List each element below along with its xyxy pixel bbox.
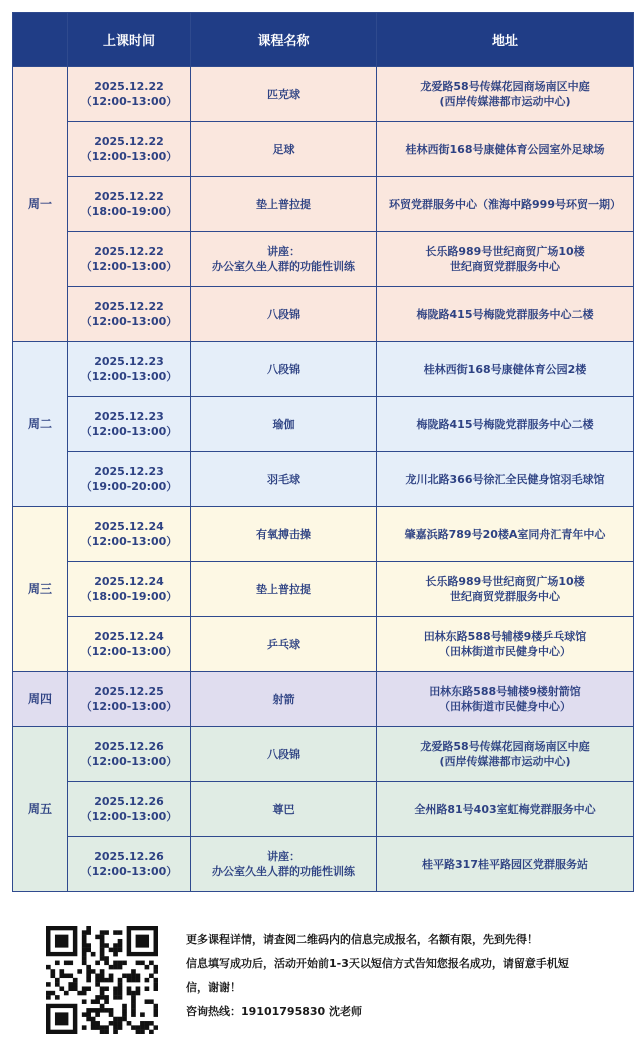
date-text: 2025.12.23 (94, 410, 164, 423)
header-time: 上课时间 (68, 13, 191, 67)
table-row (13, 122, 634, 177)
table-row (13, 562, 634, 617)
address-cell (377, 452, 634, 507)
address-cell (377, 837, 634, 892)
time-cell (68, 397, 191, 452)
course-cell (191, 232, 377, 287)
footer-hotline: 咨询热线：19101795830 沈老师 (186, 1005, 363, 1018)
course-text: 办公室久坐人群的功能性训练 (212, 260, 355, 273)
address-cell (377, 507, 634, 562)
address-cell (377, 672, 634, 727)
time-cell (68, 782, 191, 837)
header-row (13, 13, 634, 67)
time-cell (68, 507, 191, 562)
footer-line-1: 更多课程详情，请查阅二维码内的信息完成报名，名额有限，先到先得！ (186, 933, 538, 946)
table-row (13, 782, 634, 837)
address-text: 龙川北路366号徐汇全民健身馆羽毛球馆 (405, 472, 605, 486)
table-row (13, 727, 634, 782)
time-cell (68, 177, 191, 232)
header-course: 课程名称 (191, 13, 377, 67)
qr-code-icon[interactable] (46, 926, 158, 1034)
address-cell (377, 67, 634, 122)
day-cell: 周四 (13, 672, 68, 727)
course-text: 射箭 (272, 692, 295, 706)
time-cell (68, 342, 191, 397)
address-text: 世纪商贸党群服务中心 (450, 260, 560, 273)
course-text: 垫上普拉提 (256, 582, 311, 596)
table-row (13, 67, 634, 122)
course-text: 垫上普拉提 (256, 197, 311, 211)
address-text: 环贸党群服务中心（淮海中路999号环贸一期） (389, 197, 621, 211)
time-range-text: （12:00-13:00） (80, 315, 178, 328)
course-text: 讲座： (267, 245, 300, 258)
time-range-text: （12:00-13:00） (80, 425, 178, 438)
course-cell (191, 562, 377, 617)
address-text: (西岸传媒港都市运动中心) (439, 755, 571, 768)
time-range-text: （12:00-13:00） (80, 370, 178, 383)
date-text: 2025.12.22 (94, 135, 164, 148)
time-cell (68, 837, 191, 892)
course-cell (191, 452, 377, 507)
table-row (13, 397, 634, 452)
address-cell (377, 782, 634, 837)
date-text: 2025.12.25 (94, 685, 164, 698)
address-cell (377, 617, 634, 672)
address-text: 肇嘉浜路789号20楼A室同舟汇青年中心 (404, 527, 606, 541)
header-address: 地址 (377, 13, 634, 67)
date-text: 2025.12.24 (94, 575, 164, 588)
table-row (13, 342, 634, 397)
address-cell (377, 232, 634, 287)
time-cell (68, 617, 191, 672)
address-text: 桂林西街168号康健体育公园室外足球场 (405, 142, 605, 156)
course-text: 讲座： (267, 850, 300, 863)
course-cell (191, 507, 377, 562)
time-range-text: （12:00-13:00） (80, 645, 178, 658)
course-cell (191, 287, 377, 342)
time-cell (68, 287, 191, 342)
table-row (13, 672, 634, 727)
date-text: 2025.12.22 (94, 300, 164, 313)
address-text: 桂平路317桂平路园区党群服务站 (422, 857, 588, 871)
time-cell (68, 67, 191, 122)
address-text: （田林街道市民健身中心） (439, 645, 571, 658)
table-row (13, 507, 634, 562)
course-text: 尊巴 (272, 802, 295, 816)
time-range-text: （12:00-13:00） (80, 535, 178, 548)
course-cell (191, 342, 377, 397)
course-text: 瑜伽 (272, 417, 295, 431)
day-cell: 周三 (13, 507, 68, 672)
address-cell (377, 177, 634, 232)
date-text: 2025.12.23 (94, 355, 164, 368)
day-cell: 周二 (13, 342, 68, 507)
date-text: 2025.12.24 (94, 520, 164, 533)
address-text: 龙爱路58号传媒花园商场南区中庭 (420, 80, 590, 93)
address-text: 世纪商贸党群服务中心 (450, 590, 560, 603)
time-range-text: （18:00-19:00） (80, 590, 178, 603)
course-text: 八段锦 (267, 362, 300, 376)
address-cell (377, 122, 634, 177)
course-text: 乒乓球 (267, 637, 300, 651)
date-text: 2025.12.26 (94, 850, 164, 863)
footer-info (186, 928, 632, 1024)
table-row (13, 837, 634, 892)
time-range-text: （12:00-13:00） (80, 810, 178, 823)
time-range-text: （12:00-13:00） (80, 700, 178, 713)
time-range-text: （12:00-13:00） (80, 755, 178, 768)
time-range-text: （12:00-13:00） (80, 260, 178, 273)
course-cell (191, 397, 377, 452)
course-cell (191, 122, 377, 177)
time-range-text: （12:00-13:00） (80, 150, 178, 163)
address-text: 田林东路588号辅楼9楼乒乓球馆 (423, 630, 587, 643)
time-range-text: （19:00-20:00） (80, 480, 178, 493)
header-day (13, 13, 68, 67)
address-text: 梅陇路415号梅陇党群服务中心二楼 (416, 417, 594, 431)
time-cell (68, 122, 191, 177)
course-cell (191, 837, 377, 892)
address-cell (377, 342, 634, 397)
course-cell (191, 177, 377, 232)
date-text: 2025.12.26 (94, 740, 164, 753)
time-cell (68, 672, 191, 727)
day-cell: 周一 (13, 67, 68, 342)
time-range-text: （18:00-19:00） (80, 205, 178, 218)
course-text: 羽毛球 (267, 472, 300, 486)
table-row (13, 617, 634, 672)
address-cell (377, 287, 634, 342)
address-text: 龙爱路58号传媒花园商场南区中庭 (420, 740, 590, 753)
time-cell (68, 727, 191, 782)
course-text: 有氧搏击操 (256, 527, 311, 541)
course-text: 八段锦 (267, 307, 300, 321)
course-cell (191, 67, 377, 122)
address-text: 田林东路588号辅楼9楼射箭馆 (429, 685, 581, 698)
schedule-table (12, 12, 634, 892)
time-cell (68, 452, 191, 507)
footer-line-3: 信，谢谢！ (186, 981, 241, 994)
address-text: (西岸传媒港都市运动中心) (439, 95, 571, 108)
address-text: 长乐路989号世纪商贸广场10楼 (425, 575, 585, 588)
date-text: 2025.12.22 (94, 80, 164, 93)
address-text: 桂林西街168号康健体育公园2楼 (423, 362, 587, 376)
course-cell (191, 727, 377, 782)
course-cell (191, 782, 377, 837)
table-row (13, 452, 634, 507)
time-cell (68, 562, 191, 617)
time-cell (68, 232, 191, 287)
course-text: 八段锦 (267, 747, 300, 761)
address-cell (377, 562, 634, 617)
day-cell: 周五 (13, 727, 68, 892)
address-cell (377, 727, 634, 782)
date-text: 2025.12.22 (94, 190, 164, 203)
footer (0, 900, 640, 1038)
schedule-body (13, 67, 634, 892)
date-text: 2025.12.26 (94, 795, 164, 808)
time-range-text: （12:00-13:00） (80, 95, 178, 108)
address-cell (377, 397, 634, 452)
date-text: 2025.12.23 (94, 465, 164, 478)
address-text: 全州路81号403室虹梅党群服务中心 (414, 802, 596, 816)
course-cell (191, 672, 377, 727)
footer-line-2: 信息填写成功后，活动开始前1-3天以短信方式告知您报名成功，请留意手机短 (186, 957, 569, 970)
date-text: 2025.12.24 (94, 630, 164, 643)
time-range-text: （12:00-13:00） (80, 865, 178, 878)
address-text: （田林街道市民健身中心） (439, 700, 571, 713)
address-text: 梅陇路415号梅陇党群服务中心二楼 (416, 307, 594, 321)
table-row (13, 232, 634, 287)
table-row (13, 287, 634, 342)
course-text: 匹克球 (267, 87, 300, 101)
course-text: 办公室久坐人群的功能性训练 (212, 865, 355, 878)
course-cell (191, 617, 377, 672)
address-text: 长乐路989号世纪商贸广场10楼 (425, 245, 585, 258)
course-text: 足球 (272, 142, 295, 156)
date-text: 2025.12.22 (94, 245, 164, 258)
table-row (13, 177, 634, 232)
